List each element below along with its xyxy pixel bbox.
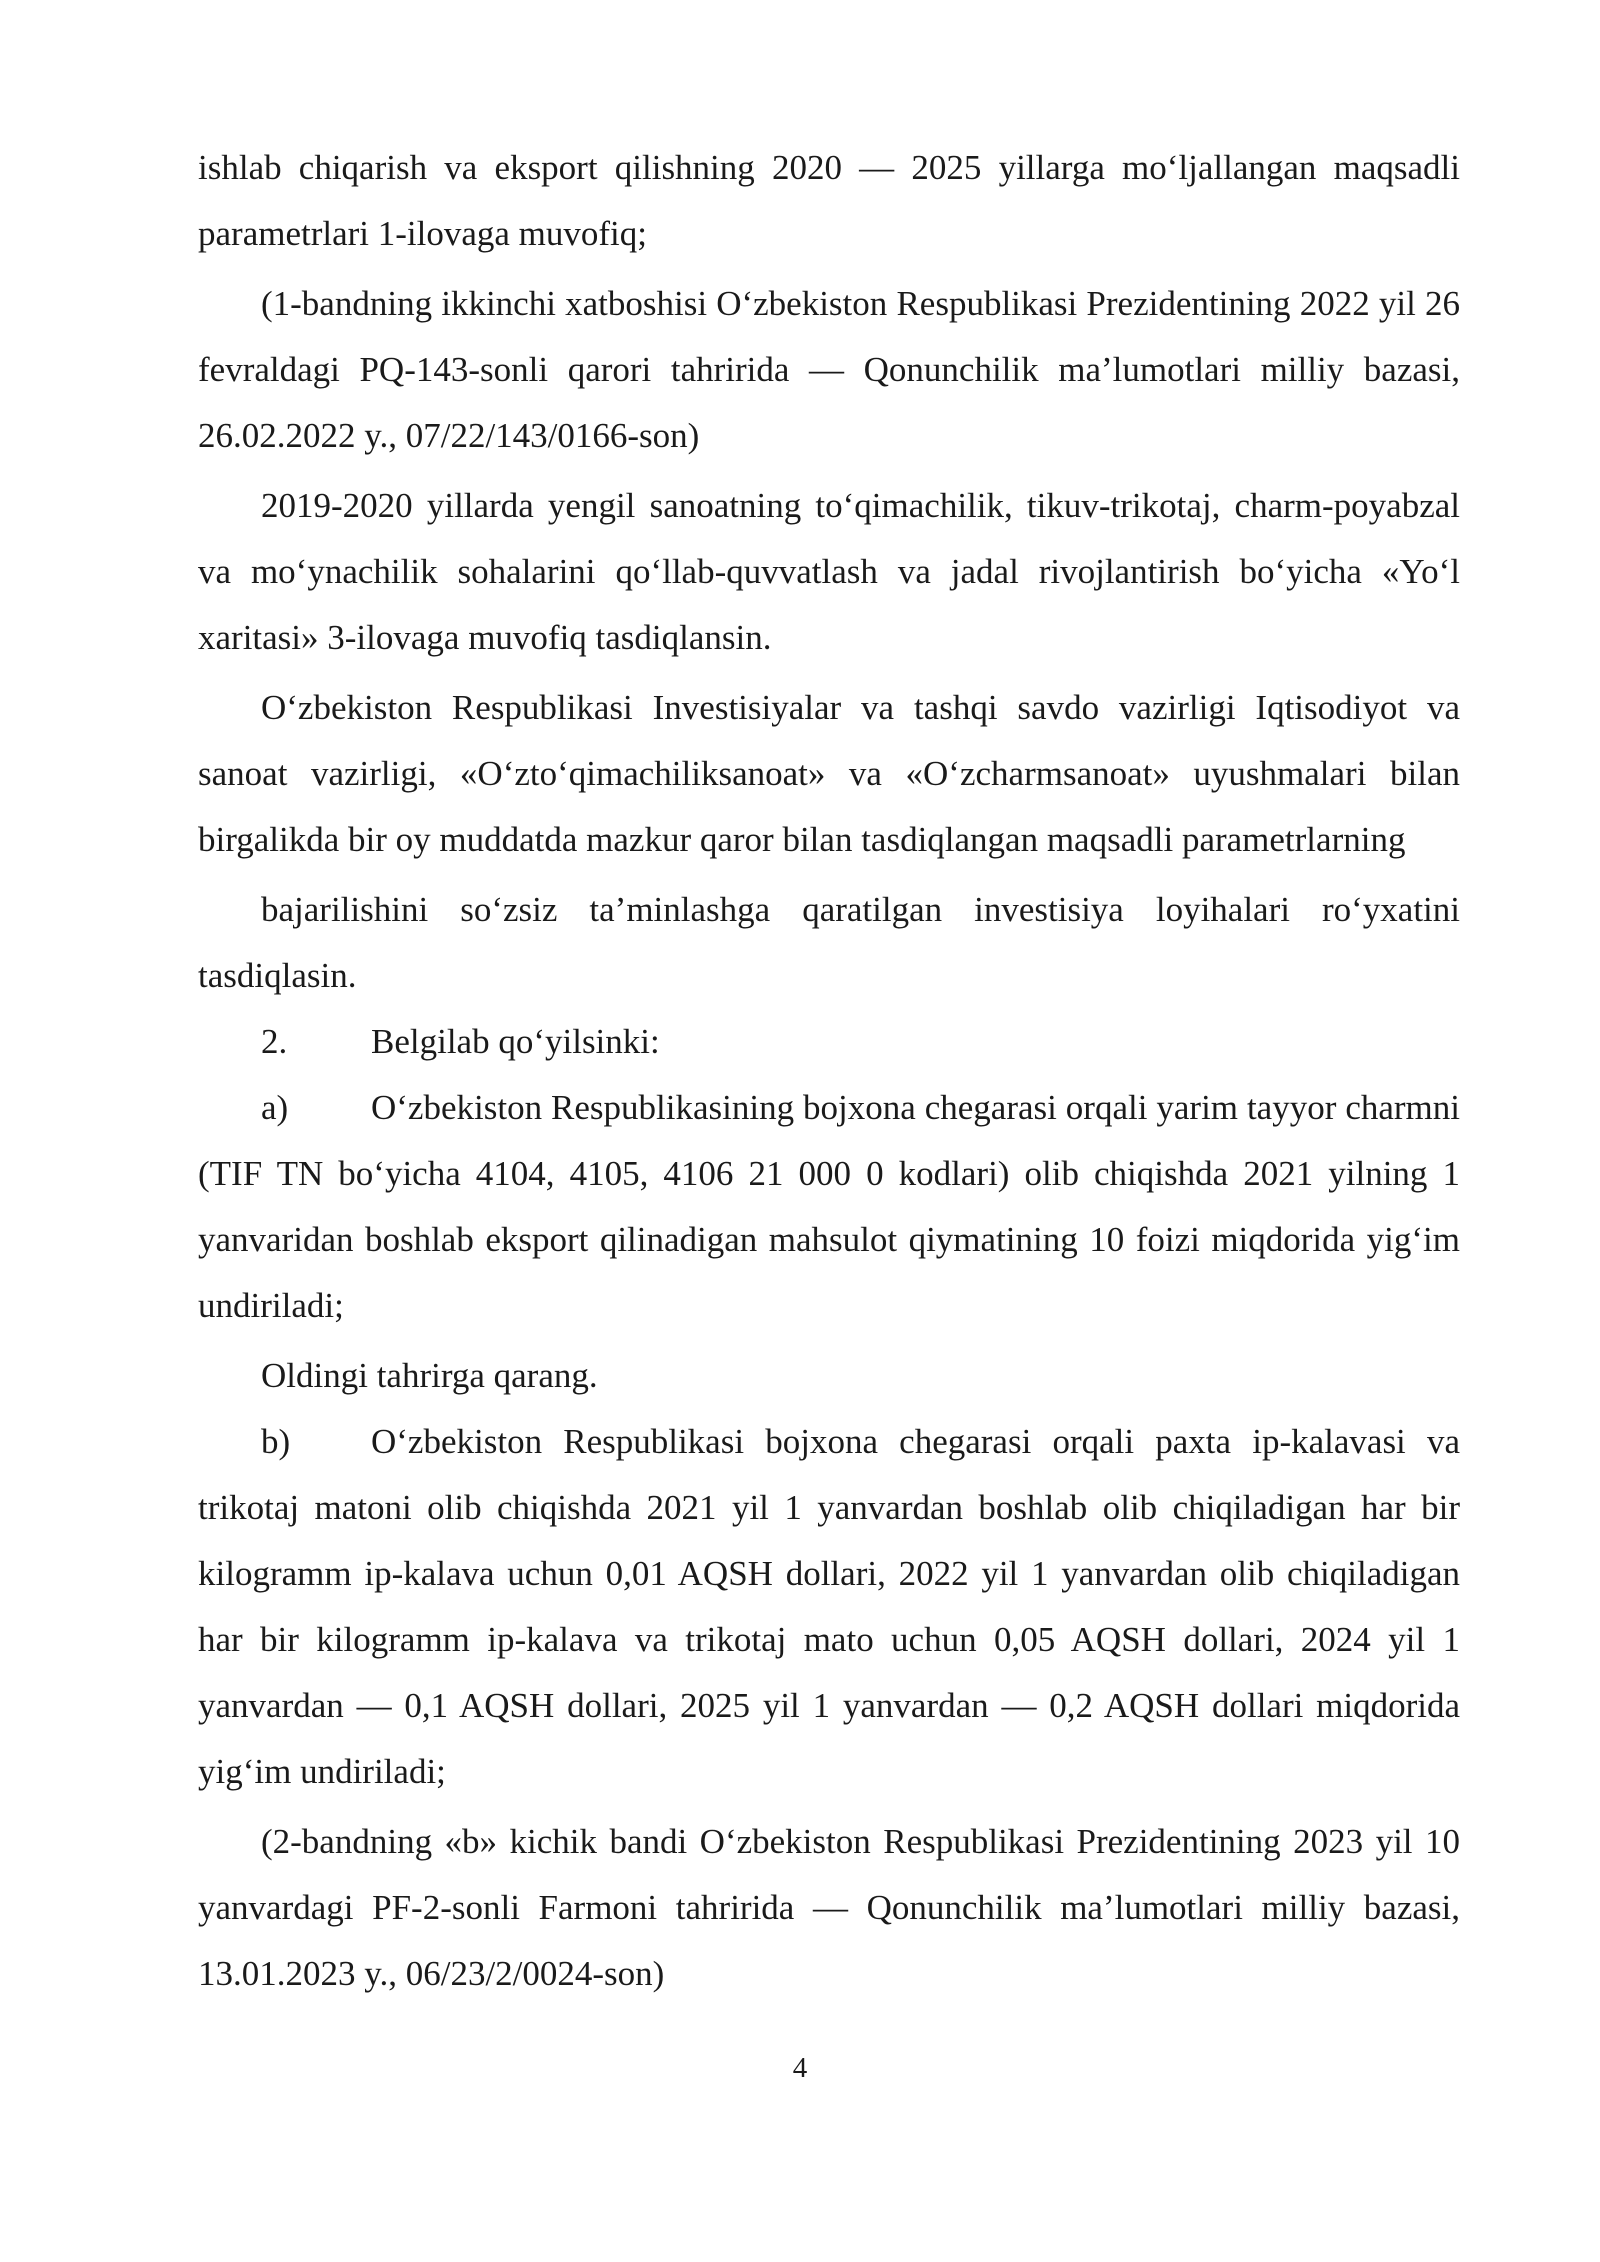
list-marker-2: 2. — [261, 1022, 288, 1061]
list-marker-a: a) — [261, 1088, 289, 1127]
paragraph-roadmap: 2019-2020 yillarda yengil sanoatning to‘qimachilik, tikuv-trikotaj, charm-poyabzal va mo‘ynachilik sohalarini qo‘llab-quvvatlash va jadal rivojlantirish bo‘yicha «Yo‘l xaritasi» 3-ilovaga muvofiq tasdiqlansin. — [198, 486, 1460, 657]
list-text-2: Belgilab qo‘yilsinki: — [371, 1022, 660, 1061]
list-item-2 — [198, 1009, 1460, 1075]
page-number: 4 — [792, 2052, 808, 2084]
list-text-a: O‘zbekiston Respublikasining bojxona chegarasi orqali yarim tayyor charmni (TIF TN bo‘yicha 4104, 4105, 4106 21 000 0 kodlari) olib chiqishda 2021 yilning 1 yanvaridan boshlab eksport qilinadigan mahsulot qiymatining 10 foizi miqdorida yig‘im undiriladi; — [198, 1088, 1460, 1325]
list-text-b: O‘zbekiston Respublikasi bojxona chegarasi orqali paxta ip-kalavasi va trikotaj matoni olib chiqishda 2021 yil 1 yanvardan boshlab olib chiqiladigan har bir kilogramm ip-kalava uchun 0,01 AQSH dollari, 2022 yil 1 yanvardan olib chiqiladigan har bir kilogramm ip-kalava va trikotaj mato uchun 0,05 AQSH dollari, 2024 yil 1 yanvardan — 0,1 AQSH dollari, 2025 yil 1 yanvardan — 0,2 AQSH dollari miqdorida yig‘im undiriladi; — [198, 1422, 1460, 1791]
paragraph-amendment-note-2: (2-bandning «b» kichik bandi O‘zbekiston Respublikasi Prezidentining 2023 yil 10 yanvardagi PF-2-sonli Farmoni tahririda — Qonunchilik ma’lumotlari milliy bazasi, 13.01.2023 y., 06/23/2/0024-son) — [198, 1822, 1460, 1993]
document-page — [198, 135, 1460, 2007]
list-marker-b: b) — [261, 1422, 291, 1461]
list-item-a — [198, 1075, 1460, 1339]
paragraph-ministry-instruction: O‘zbekiston Respublikasi Investisiyalar va tashqi savdo vazirligi Iqtisodiyot va sanoat vazirligi, «O‘zto‘qimachiliksanoat» va «O‘zcharmsanoat» uyushmalari bilan birgalikda bir oy muddatda mazkur qaror bilan tasdiqlangan maqsadli parametrlarning — [198, 688, 1460, 859]
paragraph-amendment-note-1: (1-bandning ikkinchi xatboshisi O‘zbekiston Respublikasi Prezidentining 2022 yil 26 fevraldagi PQ-143-sonli qarori tahririda — Qonunchilik ma’lumotlari milliy bazasi, 26.02.2022 y., 07/22/143/0166-son) — [198, 284, 1460, 455]
previous-edition-link[interactable]: Oldingi tahrirga qarang. — [261, 1356, 598, 1395]
list-item-b — [198, 1409, 1460, 1805]
paragraph-targets-continuation: ishlab chiqarish va eksport qilishning 2020 — 2025 yillarga mo‘ljallangan maqsadli parametrlari 1-ilovaga muvofiq; — [198, 148, 1460, 253]
paragraph-investment-list: bajarilishini so‘zsiz ta’minlashga qaratilgan investisiya loyihalari ro‘yxatini tasdiqlasin. — [198, 890, 1460, 995]
